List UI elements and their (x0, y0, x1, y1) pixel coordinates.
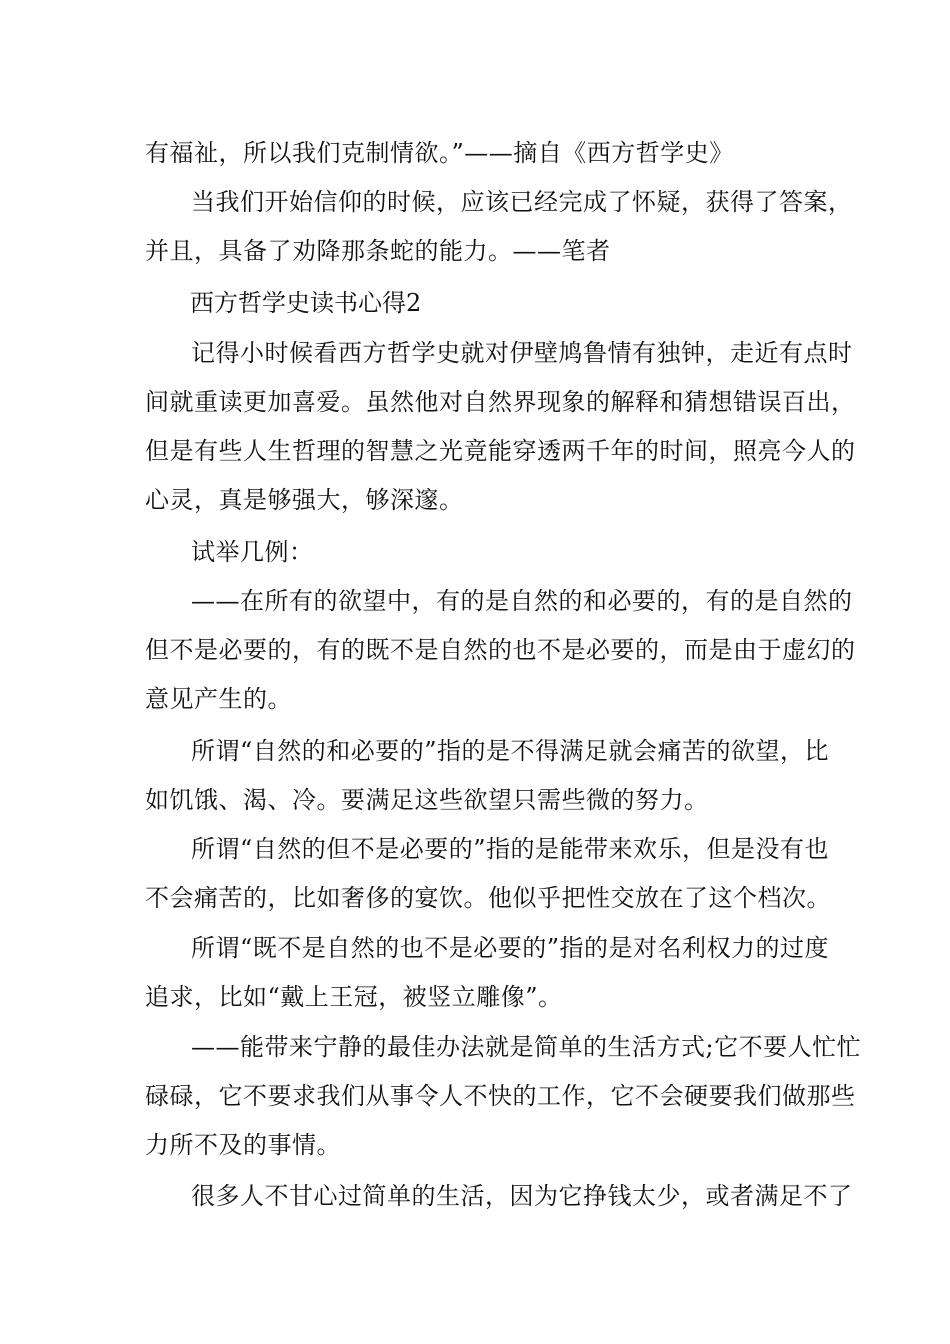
text-line: 但是有些人生哲理的智慧之光竟能穿透两千年的时间，照亮今人的 (145, 437, 856, 465)
text-line: 所谓“自然的和必要的”指的是不得满足就会痛苦的欲望，比 (191, 737, 830, 765)
text-line: 所谓“自然的但不是必要的”指的是能带来欢乐，但是没有也 (191, 835, 830, 863)
section-heading: 西方哲学史读书心得2 (190, 289, 422, 317)
text-line: 心灵，真是够强大，够深邃。 (145, 486, 464, 514)
text-line: 但不是必要的，有的既不是自然的也不是必要的，而是由于虚幻的 (145, 636, 856, 664)
text-line: 如饥饿、渴、冷。要满足这些欲望只需些微的努力。 (145, 786, 709, 814)
text-line: 意见产生的。 (145, 685, 292, 713)
text-line: 力所不及的事情。 (145, 1131, 341, 1159)
text-line: 所谓“既不是自然的也不是必要的”指的是对名利权力的过度 (191, 934, 830, 962)
text-line: 间就重读更加喜爱。虽然他对自然界现象的解释和猜想错误百出， (145, 388, 856, 416)
text-line: 追求，比如“戴上王冠，被竖立雕像”。 (145, 983, 563, 1011)
text-line: 有福祉，所以我们克制情欲。”——摘自《西方哲学史》 (145, 139, 734, 167)
text-line: ——能带来宁静的最佳办法就是简单的生活方式;它不要人忙忙 (191, 1033, 862, 1061)
text-line: 试举几例： (191, 538, 314, 566)
text-line: 记得小时候看西方哲学史就对伊壁鸠鲁情有独钟，走近有点时 (191, 339, 853, 367)
text-line: 很多人不甘心过简单的生活，因为它挣钱太少，或者满足不了 (191, 1182, 853, 1210)
text-line: ——在所有的欲望中，有的是自然的和必要的，有的是自然的 (191, 587, 853, 615)
text-line: 不会痛苦的，比如奢侈的宴饮。他似乎把性交放在了这个档次。 (145, 884, 831, 912)
text-line: 并且，具备了劝降那条蛇的能力。——笔者 (145, 237, 611, 265)
text-line: 碌碌，它不要求我们从事令人不快的工作，它不会硬要我们做那些 (145, 1082, 856, 1110)
text-line: 当我们开始信仰的时候，应该已经完成了怀疑，获得了答案， (191, 188, 853, 216)
